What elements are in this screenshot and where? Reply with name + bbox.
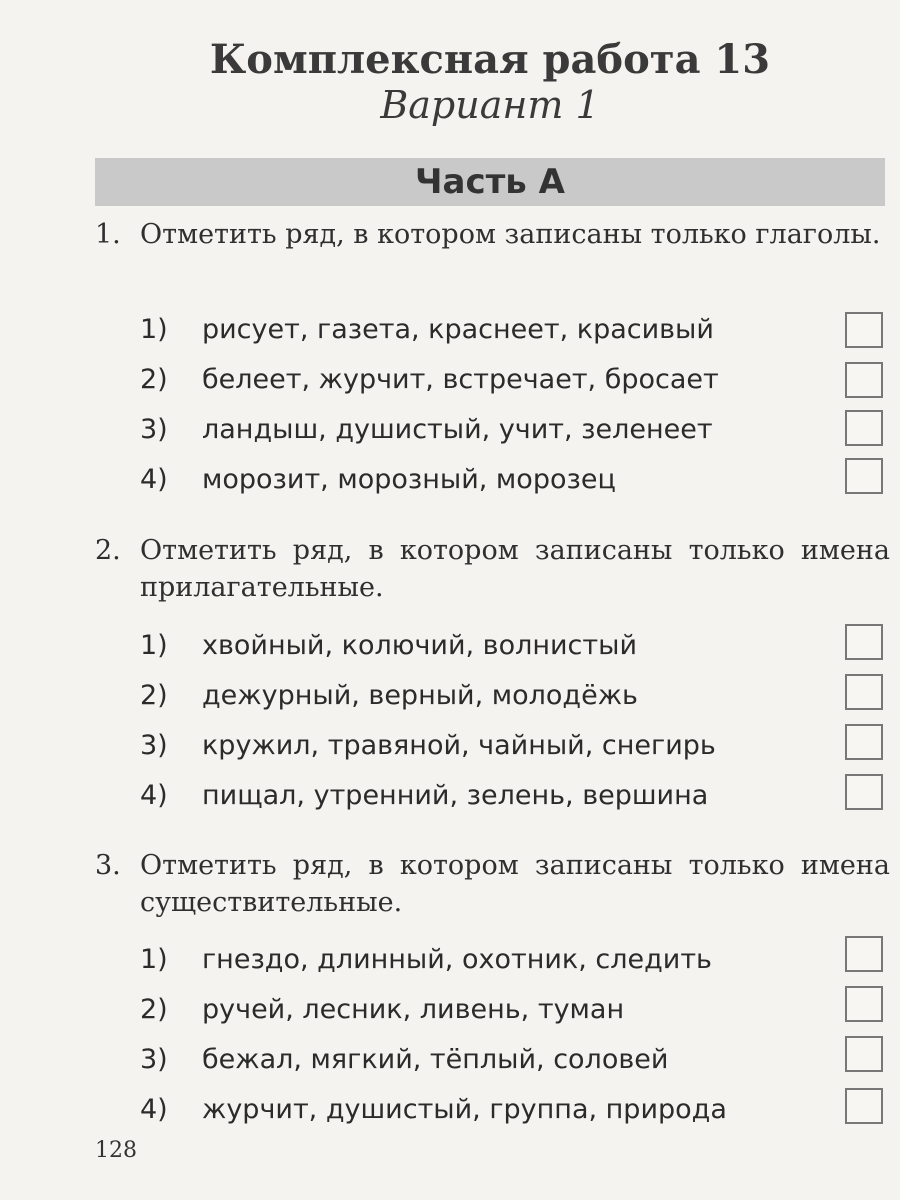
q2-option-3 xyxy=(140,726,840,766)
option-text: ручей, лесник, ливень, туман xyxy=(202,994,625,1025)
q3-option-1 xyxy=(140,940,840,980)
q3-option-2-checkbox[interactable] xyxy=(845,986,883,1022)
q2-option-4 xyxy=(140,776,840,816)
option-text: пищал, утренний, зелень, вершина xyxy=(202,780,709,811)
q3-option-2 xyxy=(140,990,840,1030)
question-3 xyxy=(95,847,890,921)
option-number: 1) xyxy=(140,314,168,345)
option-text: бежал, мягкий, тёплый, соловей xyxy=(202,1044,669,1075)
q2-option-4-checkbox[interactable] xyxy=(845,774,883,810)
option-text: белеет, журчит, встречает, бросает xyxy=(202,364,719,395)
question-text: Отметить ряд, в котором записаны только глаголы. xyxy=(140,219,881,250)
option-number: 2) xyxy=(140,364,168,395)
option-number: 3) xyxy=(140,730,168,761)
q2-option-2 xyxy=(140,676,840,716)
option-number: 4) xyxy=(140,1094,168,1125)
q1-option-3-checkbox[interactable] xyxy=(845,410,883,446)
option-number: 3) xyxy=(140,1044,168,1075)
q3-option-4 xyxy=(140,1090,840,1130)
q2-option-1-checkbox[interactable] xyxy=(845,624,883,660)
option-text: морозит, морозный, морозец xyxy=(202,464,616,495)
option-text: рисует, газета, краснеет, красивый xyxy=(202,314,714,345)
q3-option-3-checkbox[interactable] xyxy=(845,1036,883,1072)
question-number: 3. xyxy=(95,850,121,881)
q1-option-4-checkbox[interactable] xyxy=(845,458,883,494)
question-text: Отметить ряд, в котором записаны только имена прилагательные. xyxy=(140,535,890,603)
question-number: 1. xyxy=(95,219,121,250)
q2-option-2-checkbox[interactable] xyxy=(845,674,883,710)
option-number: 4) xyxy=(140,464,168,495)
q1-option-4 xyxy=(140,460,840,500)
option-number: 1) xyxy=(140,630,168,661)
option-text: дежурный, верный, молодёжь xyxy=(202,680,638,711)
q2-option-3-checkbox[interactable] xyxy=(845,724,883,760)
q1-option-1 xyxy=(140,310,840,350)
q2-option-1 xyxy=(140,626,840,666)
option-number: 4) xyxy=(140,780,168,811)
q1-option-1-checkbox[interactable] xyxy=(845,312,883,348)
question-text: Отметить ряд, в котором записаны только имена существительные. xyxy=(140,850,890,918)
option-number: 2) xyxy=(140,680,168,711)
q1-option-2 xyxy=(140,360,840,400)
question-2 xyxy=(95,532,890,606)
variant-subtitle: Вариант 1 xyxy=(380,83,600,127)
q3-option-3 xyxy=(140,1040,840,1080)
part-header-bar xyxy=(95,158,885,206)
option-number: 3) xyxy=(140,414,168,445)
option-text: хвойный, колючий, волнистый xyxy=(202,630,637,661)
page-number: 128 xyxy=(95,1138,137,1163)
part-label: Часть А xyxy=(415,162,565,202)
q3-option-4-checkbox[interactable] xyxy=(845,1088,883,1124)
q3-option-1-checkbox[interactable] xyxy=(845,936,883,972)
option-number: 1) xyxy=(140,944,168,975)
q1-option-2-checkbox[interactable] xyxy=(845,362,883,398)
question-number: 2. xyxy=(95,535,121,566)
question-1 xyxy=(95,216,890,253)
option-text: кружил, травяной, чайный, снегирь xyxy=(202,730,716,761)
option-text: ландыш, душистый, учит, зеленеет xyxy=(202,414,713,445)
option-number: 2) xyxy=(140,994,168,1025)
option-text: гнездо, длинный, охотник, следить xyxy=(202,944,712,975)
page-title: Комплексная работа 13 xyxy=(209,36,771,83)
q1-option-3 xyxy=(140,410,840,450)
option-text: журчит, душистый, группа, природа xyxy=(202,1094,727,1125)
